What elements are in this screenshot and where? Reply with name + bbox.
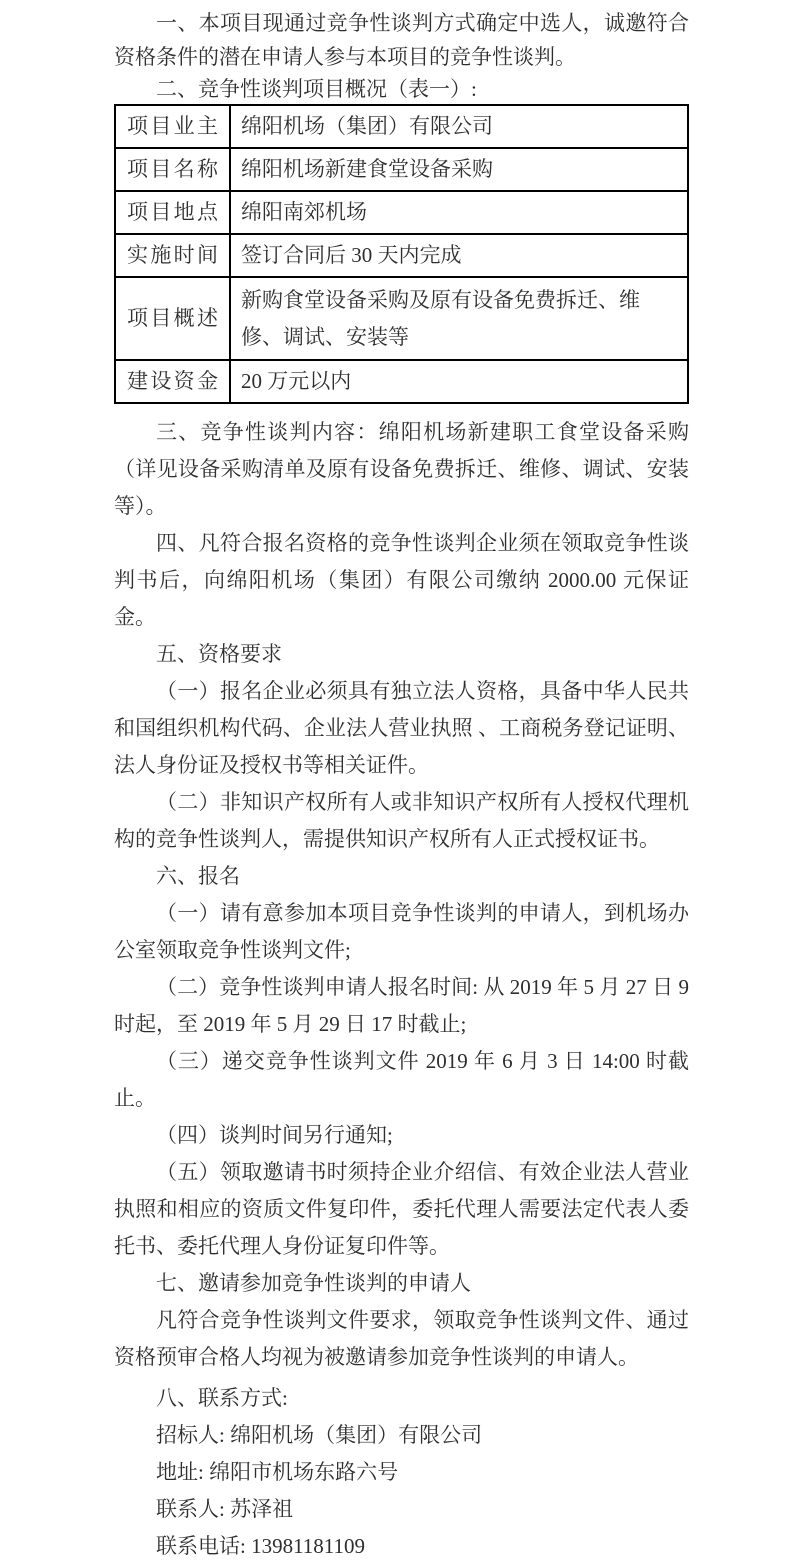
paragraph-section-4-deposit: 四、凡符合报名资格的竞争性谈判企业须在领取竞争性谈判书后，向绵阳机场（集团）有限公司缴纳 2000.00 元保证金。 — [114, 531, 689, 629]
paragraph-section-6-heading: 六、报名 — [156, 864, 240, 888]
paragraph-section-6-item-3: （三）递交竞争性谈判文件 2019 年 6 月 3 日 14:00 时截止。 — [114, 1049, 689, 1110]
table-row-project-location — [115, 191, 688, 234]
row-label: 实施时间 — [115, 234, 230, 277]
paragraph-contact-address: 地址: 绵阳市机场东路六号 — [156, 1460, 399, 1484]
paragraph-section-1-intro: 一、本项目现通过竞争性谈判方式确定中选人，诚邀符合资格条件的潜在申请人参与本项目的竞争性谈判。 — [114, 11, 689, 69]
row-label: 项目概述 — [115, 277, 230, 360]
paragraph-section-6-item-5: （五）领取邀请书时须持企业介绍信、有效企业法人营业执照和相应的资质文件复印件，委托代理人需要法定代表人委托书、委托代理人身份证复印件等。 — [114, 1160, 689, 1258]
paragraph-section-3-content: 三、竞争性谈判内容：绵阳机场新建职工食堂设备采购（详见设备采购清单及原有设备免费拆迁、维修、调试、安装等）。 — [114, 420, 689, 518]
paragraph-section-5-heading: 五、资格要求 — [156, 642, 282, 666]
row-value: 20 万元以内 — [230, 360, 688, 403]
paragraph-section-7-body: 凡符合竞争性谈判文件要求，领取竞争性谈判文件、通过资格预审合格人均视为被邀请参加竞争性谈判的申请人。 — [114, 1308, 689, 1369]
paragraph-section-5-item-2: （二）非知识产权所有人或非知识产权所有人授权代理机构的竞争性谈判人，需提供知识产权所有人正式授权证书。 — [114, 790, 689, 851]
row-value: 新购食堂设备采购及原有设备免费拆迁、维修、调试、安装等 — [230, 277, 688, 360]
row-value: 绵阳机场新建食堂设备采购 — [230, 148, 688, 191]
paragraph-contact-phone: 联系电话: 13981181109 — [156, 1534, 366, 1558]
paragraph-section-6-item-1: （一）请有意参加本项目竞争性谈判的申请人，到机场办公室领取竞争性谈判文件; — [114, 901, 689, 962]
table-row-project-owner — [115, 105, 688, 148]
paragraph-section-8-heading: 八、联系方式: — [156, 1386, 288, 1410]
row-label: 建设资金 — [115, 360, 230, 403]
paragraph-section-5-item-1: （一）报名企业必须具有独立法人资格，具备中华人民共和国组织机构代码、企业法人营业执照 、工商税务登记证明、法人身份证及授权书等相关证件。 — [114, 679, 689, 777]
row-label: 项目名称 — [115, 148, 230, 191]
table-row-construction-funds — [115, 360, 688, 403]
paragraph-contact-tenderee: 招标人: 绵阳机场（集团）有限公司 — [156, 1423, 483, 1447]
paragraph-contact-person: 联系人: 苏泽祖 — [156, 1497, 294, 1521]
row-label: 项目地点 — [115, 191, 230, 234]
row-value: 签订合同后 30 天内完成 — [230, 234, 688, 277]
paragraph-section-6-item-2: （二）竞争性谈判申请人报名时间: 从 2019 年 5 月 27 日 9 时起，至 2019 年 5 月 29 日 17 时截止; — [114, 975, 689, 1036]
row-label: 项目业主 — [115, 105, 230, 148]
table-row-project-name — [115, 148, 688, 191]
row-value: 绵阳机场（集团）有限公司 — [230, 105, 688, 148]
paragraph-section-6-item-4: （四）谈判时间另行通知; — [156, 1123, 393, 1147]
table-row-project-overview — [115, 277, 688, 360]
project-overview-table — [114, 104, 689, 404]
table-row-implementation-time — [115, 234, 688, 277]
paragraph-section-2-table-heading: 二、竞争性谈判项目概况（表一）: — [156, 77, 477, 101]
row-value: 绵阳南郊机场 — [230, 191, 688, 234]
paragraph-section-7-heading: 七、邀请参加竞争性谈判的申请人 — [156, 1271, 471, 1295]
